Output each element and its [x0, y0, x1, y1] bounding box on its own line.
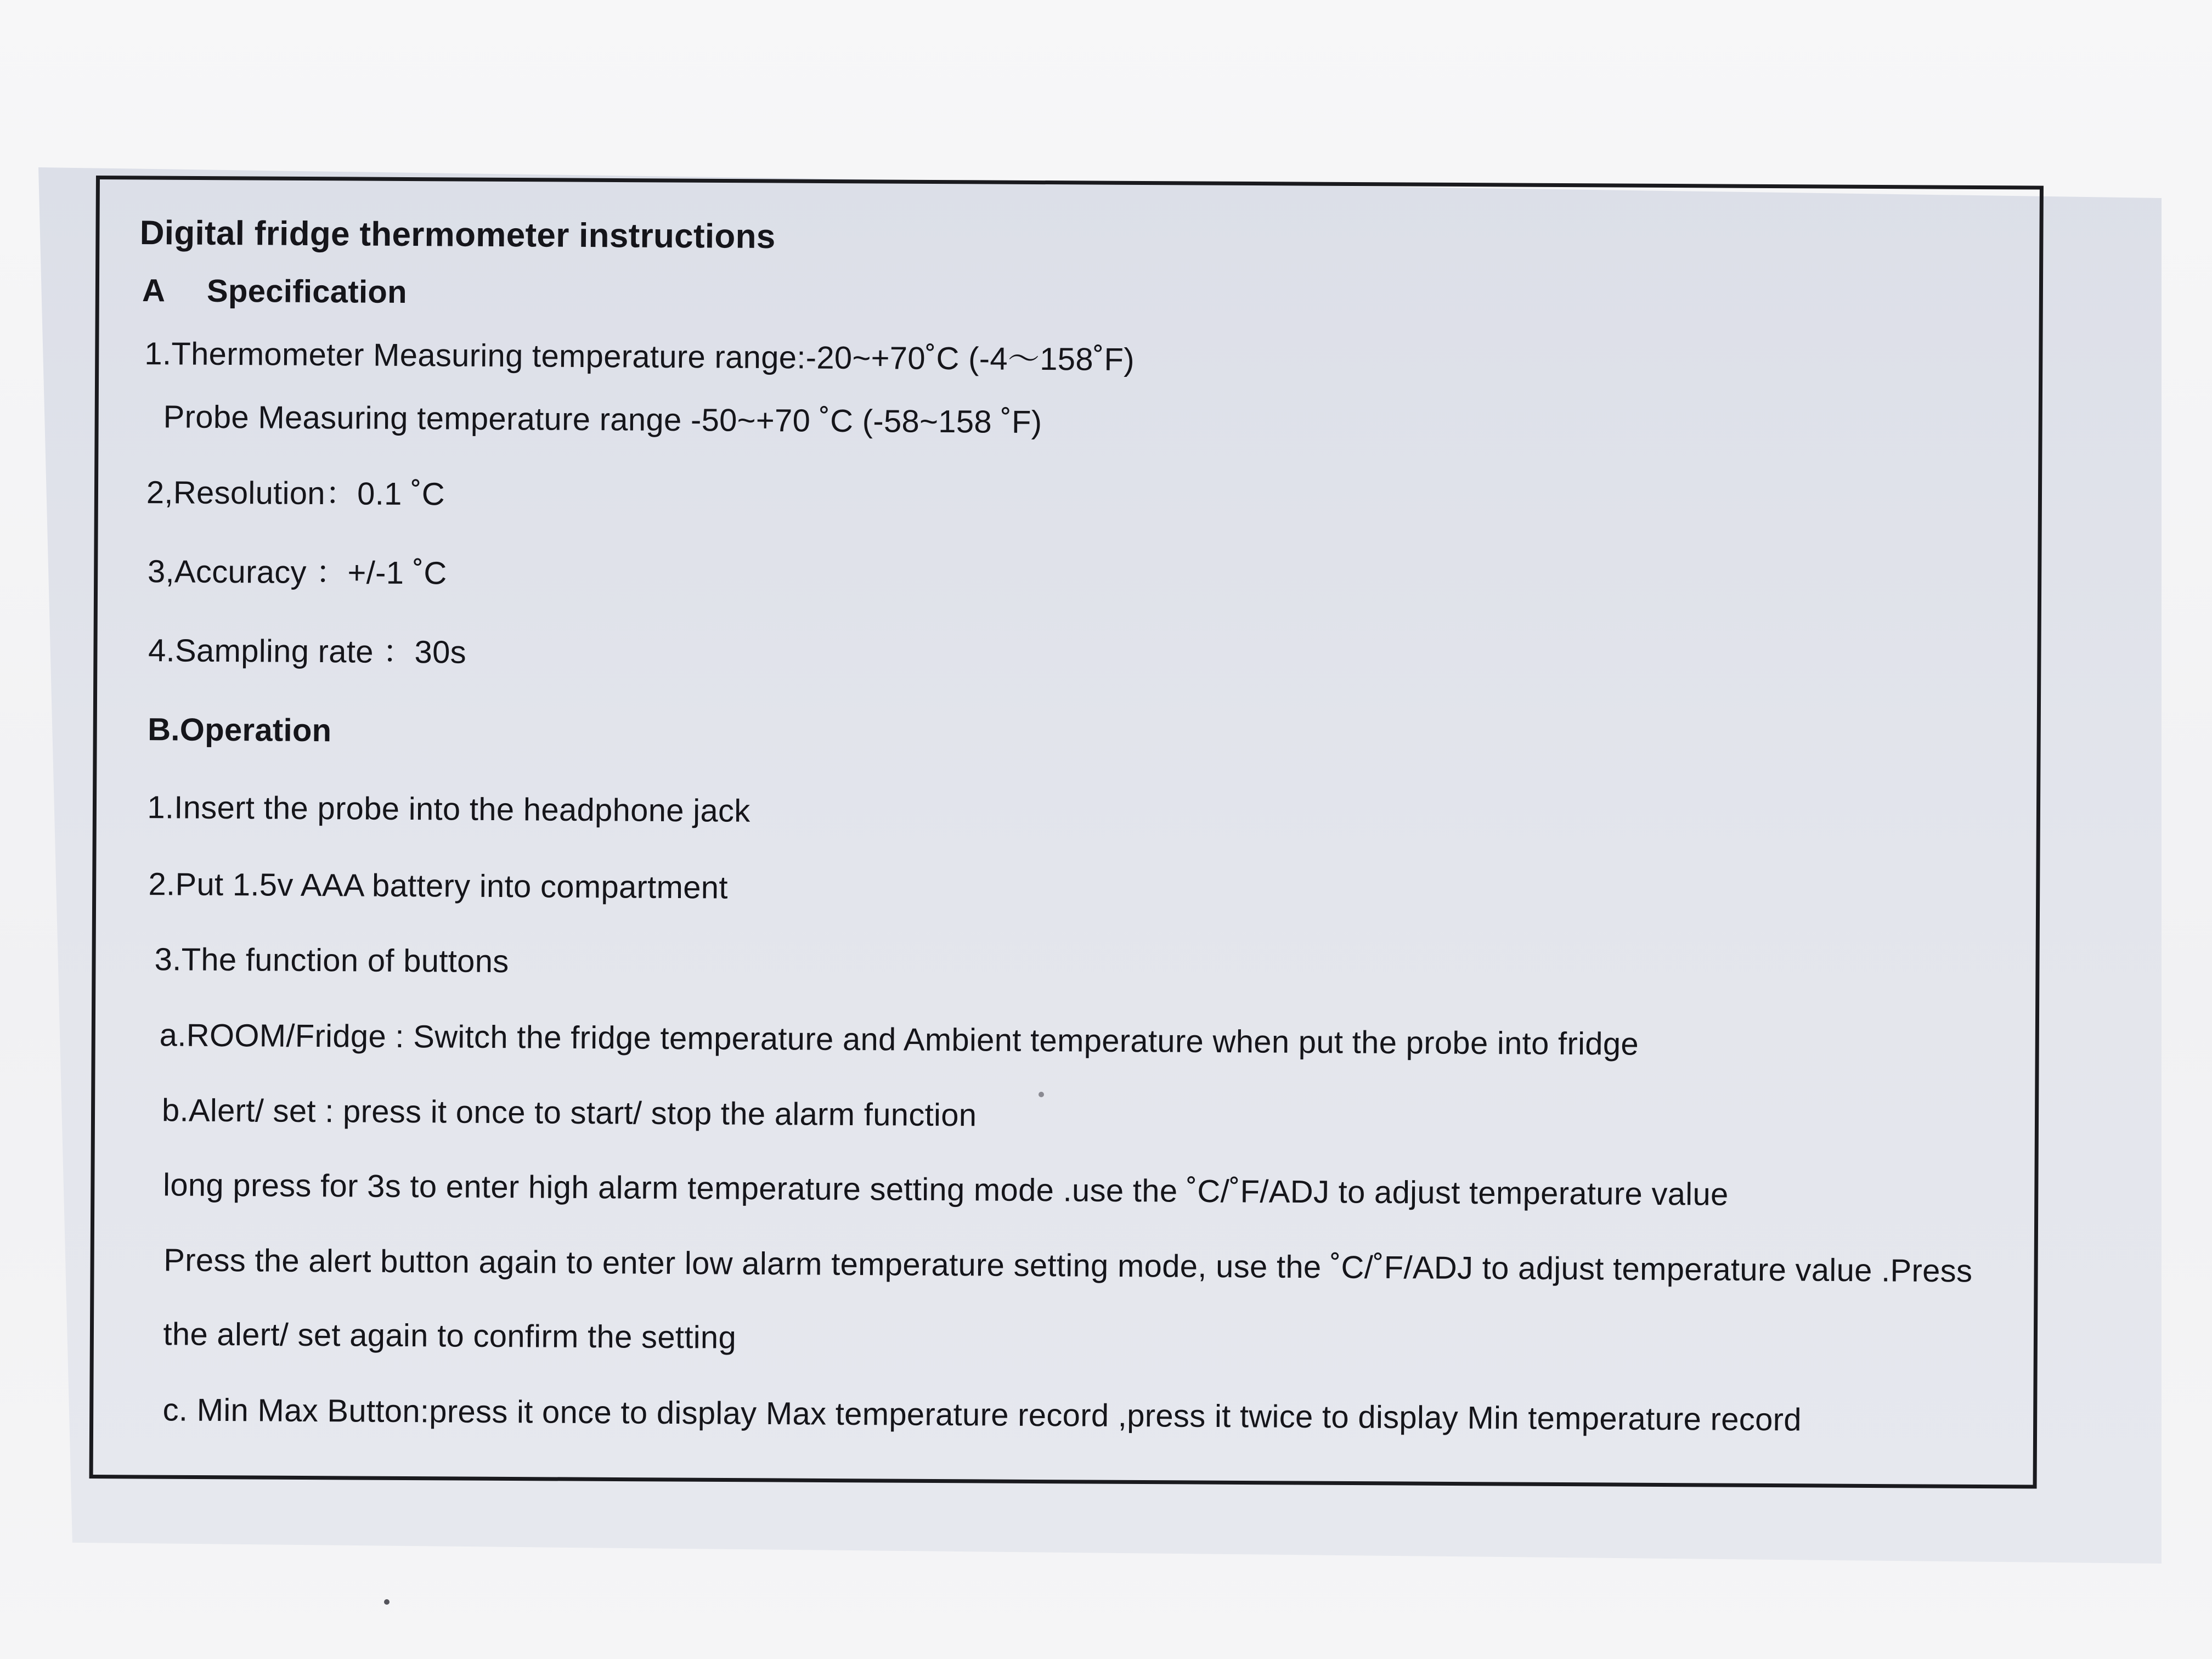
paper-speck: [1039, 1092, 1044, 1097]
operation-item-confirm-setting: the alert/ set again to confirm the setting: [163, 1316, 737, 1356]
operation-item-buttons-heading: 3.The function of buttons: [154, 941, 509, 980]
operation-item-alert-set: b.Alert/ set : press it once to start/ stop the alarm function: [161, 1092, 977, 1133]
section-a-heading: [142, 272, 407, 312]
document-title: Digital fridge thermometer instructions: [139, 214, 776, 256]
operation-item-low-alarm: Press the alert button again to enter low alarm temperature setting mode, use the ˚C/˚F/ADJ to adjust temperature value .Press: [163, 1242, 1973, 1289]
spec-item-probe-range: Probe Measuring temperature range -50~+70 ˚C (-58~158 ˚F): [163, 399, 1042, 441]
operation-item-min-max: c. Min Max Button:press it once to display Max temperature record ,press it twice to display Min temperature record: [162, 1392, 1802, 1438]
instruction-document: [129, 208, 2041, 1482]
operation-item-insert-probe: 1.Insert the probe into the headphone jack: [147, 789, 751, 829]
table-speck: [384, 1599, 390, 1605]
section-b-heading: B.Operation: [148, 712, 332, 749]
section-a-title: Specification: [206, 273, 408, 311]
section-a-label: A: [142, 273, 165, 309]
spec-item-temperature-range: 1.Thermometer Measuring temperature range:-20~+70˚C (-4～158˚F): [144, 336, 1135, 378]
spec-item-sampling-rate: 4.Sampling rate ：30s: [148, 633, 467, 670]
spec-item-accuracy: 3,Accuracy ：+/-1 ˚C: [147, 554, 447, 591]
operation-item-long-press: long press for 3s to enter high alarm temperature setting mode .use the ˚C/˚F/ADJ to adjust temperature value: [162, 1167, 1729, 1212]
operation-item-room-fridge: a.ROOM/Fridge : Switch the fridge temperature and Ambient temperature when put the probe into fridge: [159, 1017, 1639, 1062]
operation-item-battery: 2.Put 1.5v AAA battery into compartment: [148, 866, 728, 906]
spec-item-resolution: 2,Resolution：0.1 ˚C: [146, 475, 445, 512]
